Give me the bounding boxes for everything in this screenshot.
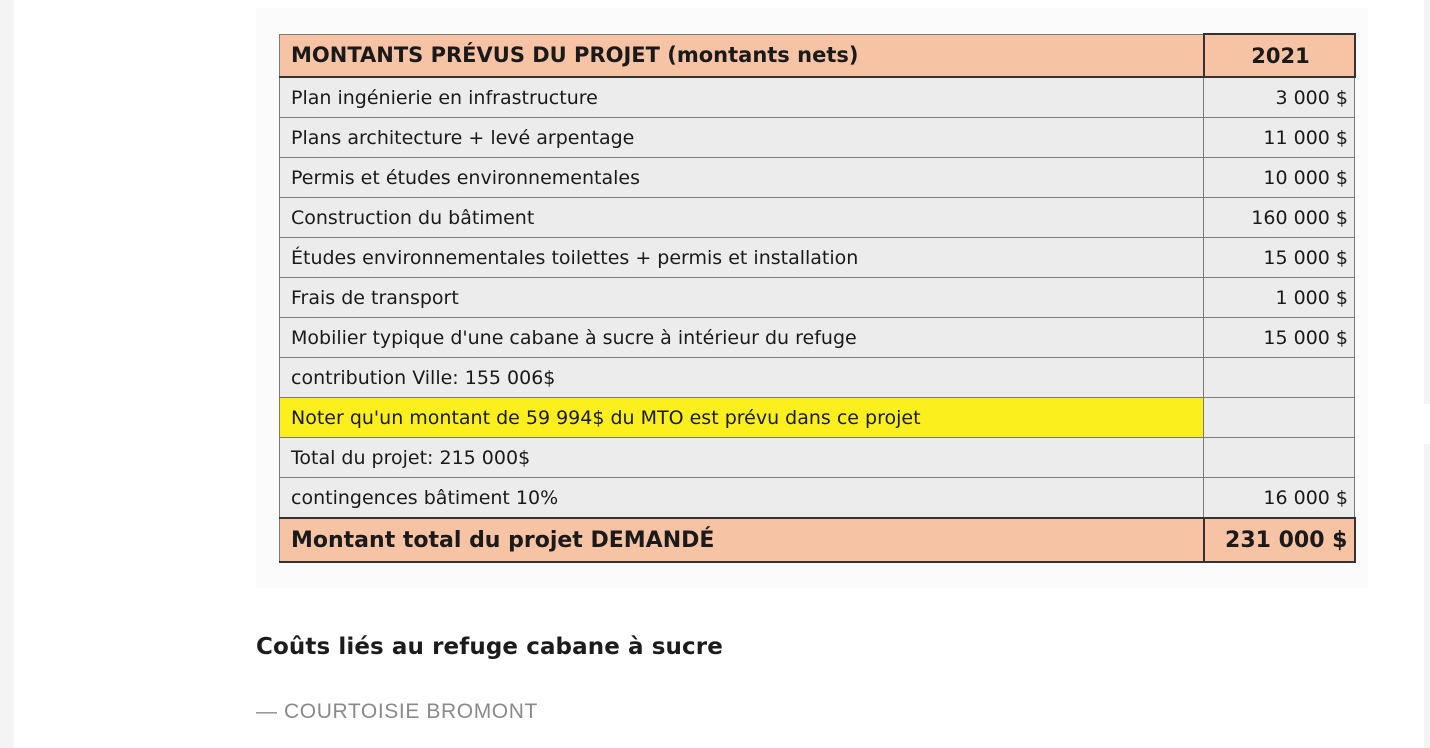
table-row: [280, 118, 1355, 158]
image-credit: — COURTOISIE BROMONT: [256, 700, 538, 723]
row-label: Plan ingénierie en infrastructure: [280, 77, 1204, 118]
table-row: [280, 438, 1355, 478]
row-label: Noter qu'un montant de 59 994$ du MTO est prévu dans ce projet: [280, 398, 1204, 438]
row-label: contingences bâtiment 10%: [280, 478, 1204, 519]
row-amount: 11 000 $: [1204, 118, 1355, 158]
table-row: [280, 198, 1355, 238]
row-amount: 16 000 $: [1204, 478, 1355, 519]
row-amount: 15 000 $: [1204, 238, 1355, 278]
row-amount: 15 000 $: [1204, 318, 1355, 358]
table-total-row: [280, 518, 1355, 562]
row-amount: [1204, 358, 1355, 398]
row-amount: [1204, 438, 1355, 478]
row-label: Total du projet: 215 000$: [280, 438, 1204, 478]
image-caption: Coûts liés au refuge cabane à sucre: [256, 634, 723, 660]
row-amount: 10 000 $: [1204, 158, 1355, 198]
header-label: MONTANTS PRÉVUS DU PROJET (montants nets): [280, 34, 1204, 77]
row-label: Permis et études environnementales: [280, 158, 1204, 198]
row-amount: [1204, 398, 1355, 438]
row-label: Mobilier typique d'une cabane à sucre à intérieur du refuge: [280, 318, 1204, 358]
table-row: [280, 358, 1355, 398]
row-amount: 160 000 $: [1204, 198, 1355, 238]
row-label: Construction du bâtiment: [280, 198, 1204, 238]
header-year: 2021: [1204, 34, 1355, 77]
table-row: [280, 77, 1355, 118]
row-label: Études environnementales toilettes + permis et installation: [280, 238, 1204, 278]
highlighted-note-row: [280, 398, 1355, 438]
table-header-row: [280, 34, 1355, 77]
table-row: [280, 238, 1355, 278]
table-row: [280, 478, 1355, 519]
table-row: [280, 278, 1355, 318]
row-amount: 3 000 $: [1204, 77, 1355, 118]
page-edge: [1424, 404, 1430, 444]
budget-table: [279, 33, 1356, 563]
total-label: Montant total du projet DEMANDÉ: [280, 518, 1204, 562]
row-label: Frais de transport: [280, 278, 1204, 318]
row-label: contribution Ville: 155 006$: [280, 358, 1204, 398]
table-row: [280, 158, 1355, 198]
row-amount: 1 000 $: [1204, 278, 1355, 318]
row-label: Plans architecture + levé arpentage: [280, 118, 1204, 158]
table-row: [280, 318, 1355, 358]
total-amount: 231 000 $: [1204, 518, 1355, 562]
